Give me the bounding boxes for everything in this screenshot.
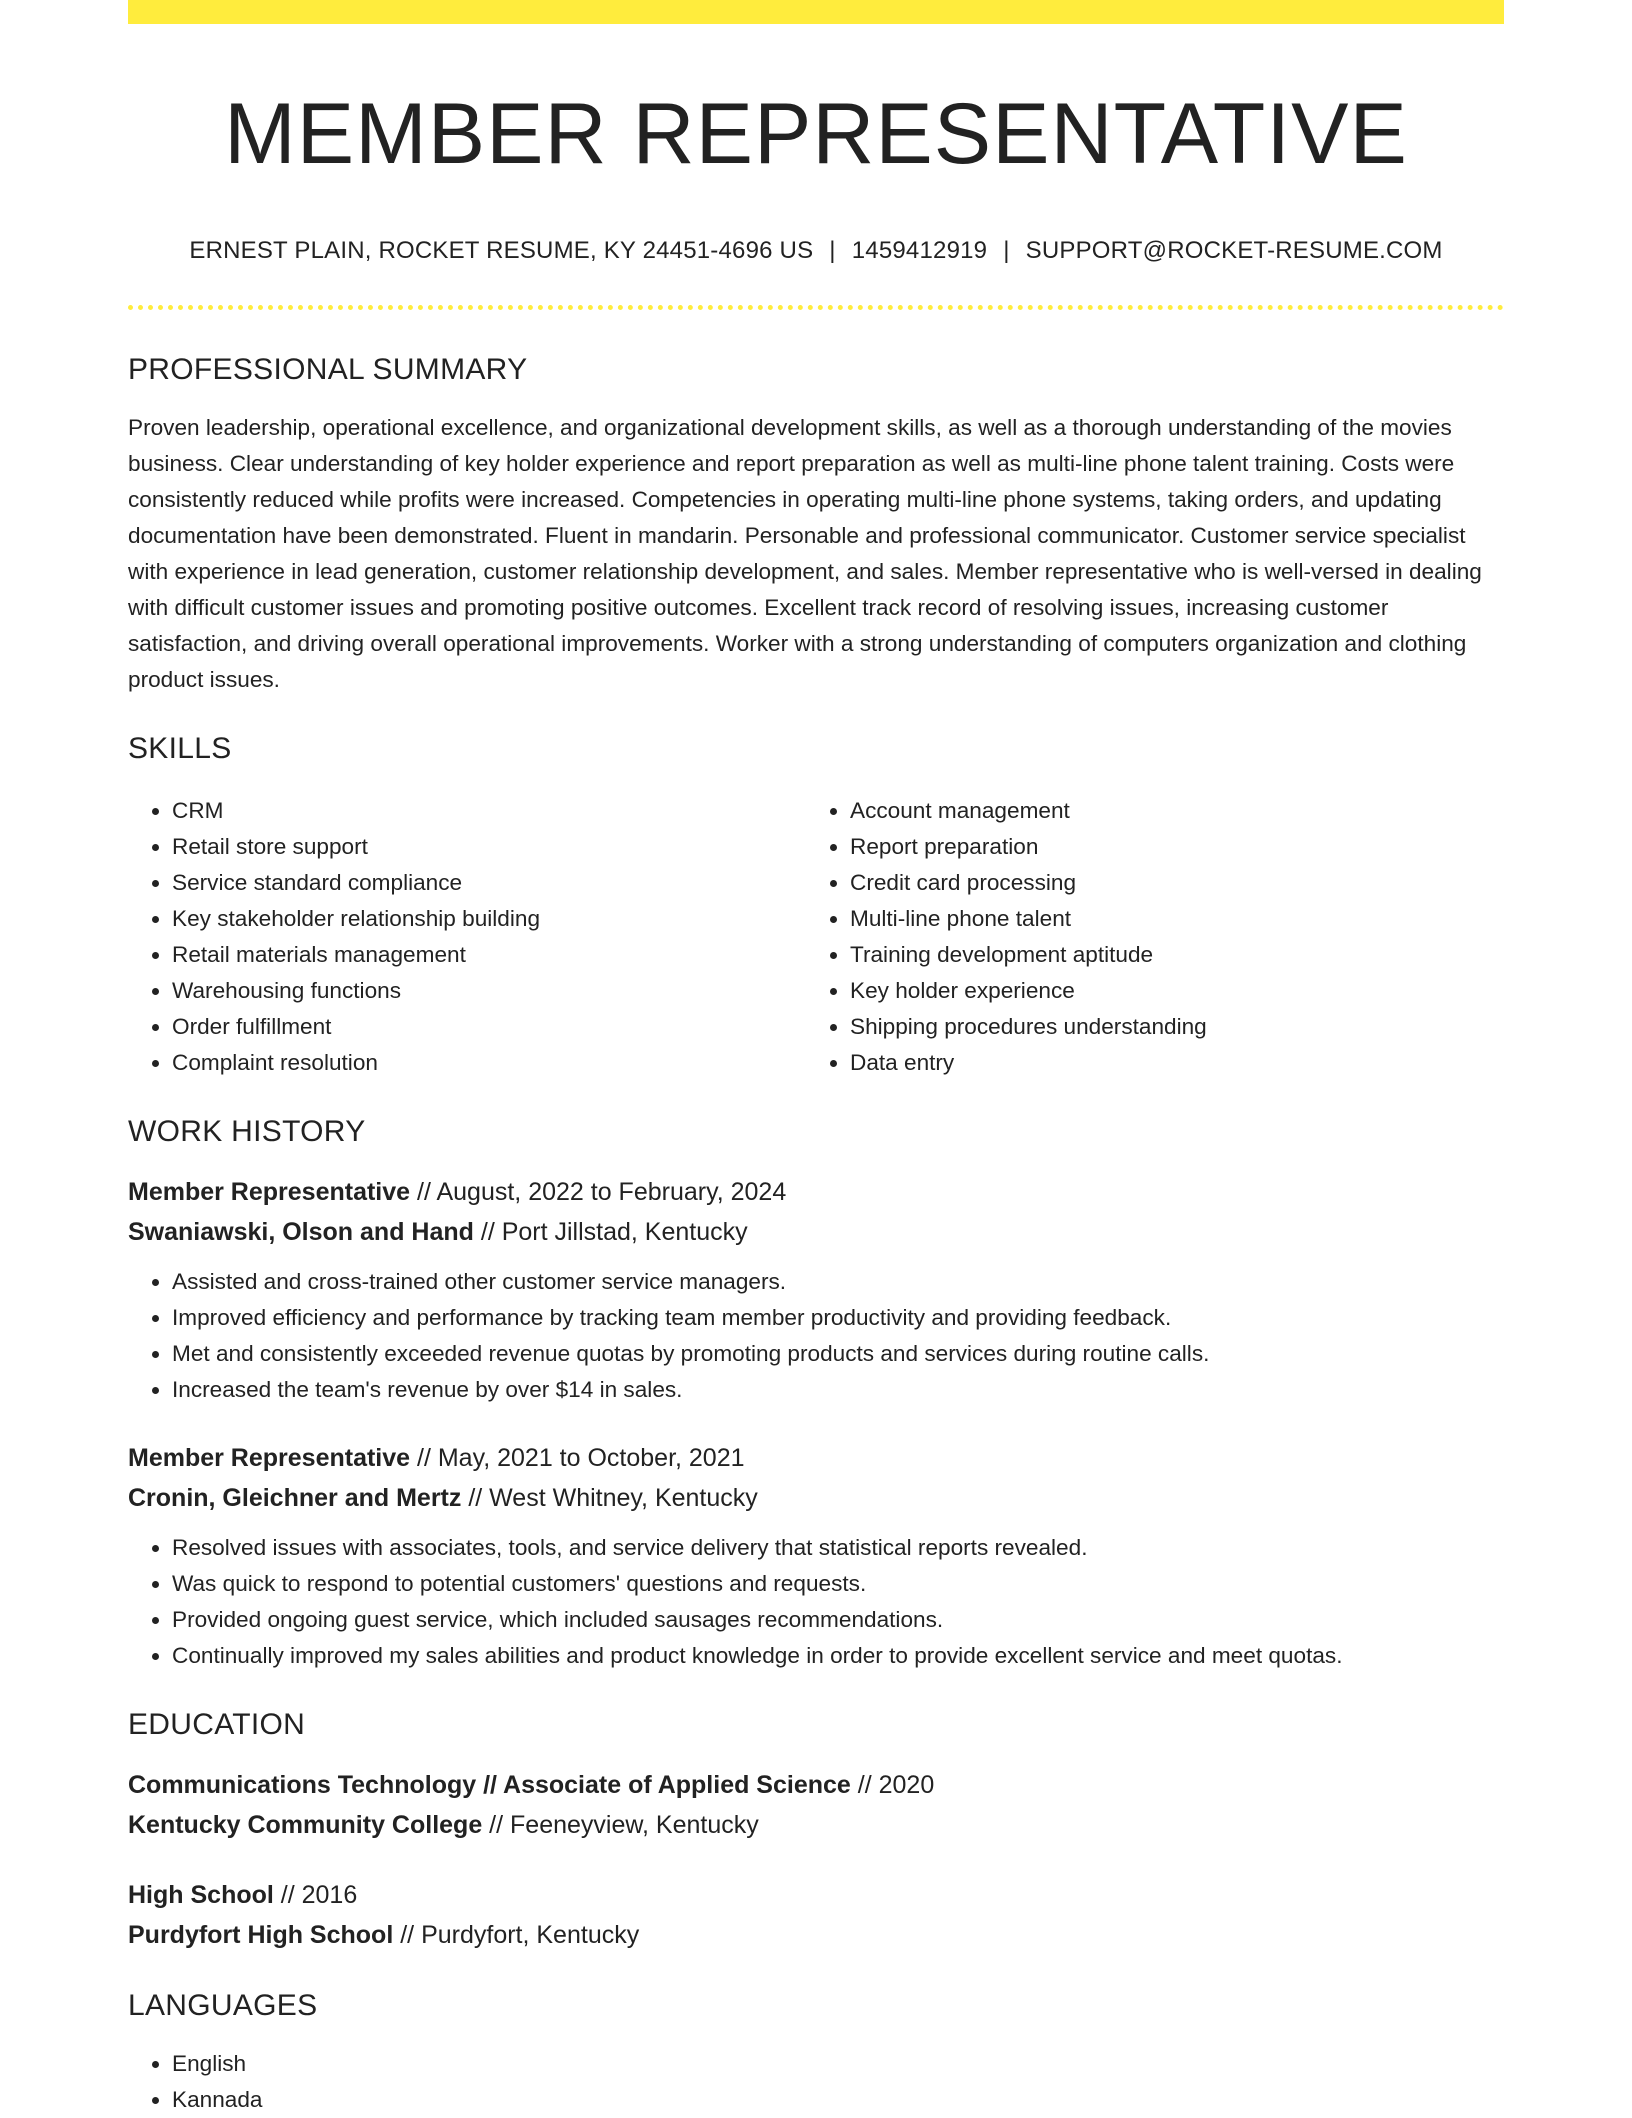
skill-item: • Data entry [850, 1045, 1484, 1081]
education-year: // 2020 [850, 1771, 935, 1799]
job-duties-list [128, 1530, 1504, 1674]
job-duty: • Resolved issues with associates, tools, and service delivery that statistical reports revealed. [172, 1530, 1504, 1566]
summary-heading: PROFESSIONAL SUMMARY [128, 353, 528, 386]
education-location: // Purdyfort, Kentucky [393, 1921, 640, 1949]
skill-item: • Order fulfillment [172, 1009, 806, 1045]
skills-grid [128, 793, 1504, 1081]
job-company: Swaniawski, Olson and Hand [128, 1218, 474, 1246]
job-dates: // May, 2021 to October, 2021 [410, 1444, 745, 1472]
education-school-line [128, 1805, 1504, 1845]
language-item: • Kannada [172, 2082, 1504, 2118]
contact-line [128, 236, 1504, 266]
resume-page [128, 0, 1504, 2118]
skills-list-left [128, 793, 806, 1081]
job-location: // Port Jillstad, Kentucky [473, 1218, 748, 1246]
skill-item: • Shipping procedures understanding [850, 1009, 1484, 1045]
languages-list [128, 2046, 1504, 2118]
skill-item: • Credit card processing [850, 865, 1484, 901]
education-school: Kentucky Community College [128, 1811, 483, 1839]
job-role-line [128, 1172, 1504, 1212]
job-duty: • Continually improved my sales abilities and product knowledge in order to provide excellent service and meet quotas. [172, 1638, 1504, 1674]
education-entry [128, 1765, 1504, 1845]
job-entry [128, 1172, 1504, 1408]
skill-item: • Service standard compliance [172, 865, 806, 901]
summary-text: Proven leadership, operational excellence, and organizational development skills, as well as a thorough understanding of the movies business. Clear understanding of key holder experience and report preparation as well as multi-line phone talent training. Costs were consistently reduced while profits were increased. Competencies in operating multi-line phone systems, taking orders, and updating documentation have been demonstrated. Fluent in mandarin. Personable and professional communicator. Customer service specialist with experience in lead generation, customer relationship development, and sales. Member representative who is well-versed in dealing with difficult customer issues and promoting positive outcomes. Excellent track record of resolving issues, increasing customer satisfaction, and driving overall operational improvements. Worker with a strong understanding of computers organization and clothing product issues. [128, 415, 1482, 692]
education-degree: Communications Technology // Associate of Applied Science [128, 1771, 851, 1799]
skill-item: • Key stakeholder relationship building [172, 901, 806, 937]
job-duty: • Provided ongoing guest service, which included sausages recommendations. [172, 1602, 1504, 1638]
job-location: // West Whitney, Kentucky [461, 1484, 758, 1512]
skills-heading: SKILLS [128, 732, 232, 765]
job-entry [128, 1438, 1504, 1674]
contact-email[interactable]: SUPPORT@ROCKET-RESUME.COM [1025, 237, 1443, 264]
job-dates: // August, 2022 to February, 2024 [410, 1178, 787, 1206]
header-divider [128, 305, 1504, 310]
resume-title: MEMBER REPRESENTATIVE [224, 86, 1408, 182]
skill-item: • Retail store support [172, 829, 806, 865]
job-role: Member Representative [128, 1444, 411, 1472]
skill-item: • CRM [172, 793, 806, 829]
skill-item: • Warehousing functions [172, 973, 806, 1009]
job-company-line [128, 1478, 1504, 1518]
job-duty: • Assisted and cross-trained other customer service managers. [172, 1264, 1504, 1300]
job-duty: • Met and consistently exceeded revenue quotas by promoting products and services during routine calls. [172, 1336, 1504, 1372]
education-entry [128, 1875, 1504, 1955]
education-degree: High School [128, 1881, 274, 1909]
education-school: Purdyfort High School [128, 1921, 394, 1949]
job-company: Cronin, Gleichner and Mertz [128, 1484, 462, 1512]
accent-top-bar [128, 0, 1504, 24]
skill-item: • Multi-line phone talent [850, 901, 1484, 937]
skill-item: • Retail materials management [172, 937, 806, 973]
language-item: • English [172, 2046, 1504, 2082]
education-degree-line [128, 1875, 1504, 1915]
contact-address: ERNEST PLAIN, ROCKET RESUME, KY 24451-4696 US [189, 237, 814, 264]
skills-list-right [806, 793, 1484, 1081]
job-duty: • Was quick to respond to potential customers' questions and requests. [172, 1566, 1504, 1602]
skill-item: • Training development aptitude [850, 937, 1484, 973]
education-year: // 2016 [273, 1881, 358, 1909]
job-company-line [128, 1212, 1504, 1252]
job-role: Member Representative [128, 1178, 411, 1206]
job-duties-list [128, 1264, 1504, 1408]
job-duty: • Improved efficiency and performance by tracking team member productivity and providing feedback. [172, 1300, 1504, 1336]
education-degree-line [128, 1765, 1504, 1805]
job-role-line [128, 1438, 1504, 1478]
contact-separator: | [1003, 237, 1010, 264]
skill-item: • Key holder experience [850, 973, 1484, 1009]
education-location: // Feeneyview, Kentucky [482, 1811, 759, 1839]
education-heading: EDUCATION [128, 1708, 306, 1741]
work-history-heading: WORK HISTORY [128, 1115, 366, 1148]
contact-separator: | [829, 237, 836, 264]
skill-item: • Account management [850, 793, 1484, 829]
education-school-line [128, 1915, 1504, 1955]
skill-item: • Complaint resolution [172, 1045, 806, 1081]
languages-heading: LANGUAGES [128, 1989, 318, 2022]
contact-phone: 1459412919 [851, 237, 988, 264]
skill-item: • Report preparation [850, 829, 1484, 865]
job-duty: • Increased the team's revenue by over $14 in sales. [172, 1372, 1504, 1408]
